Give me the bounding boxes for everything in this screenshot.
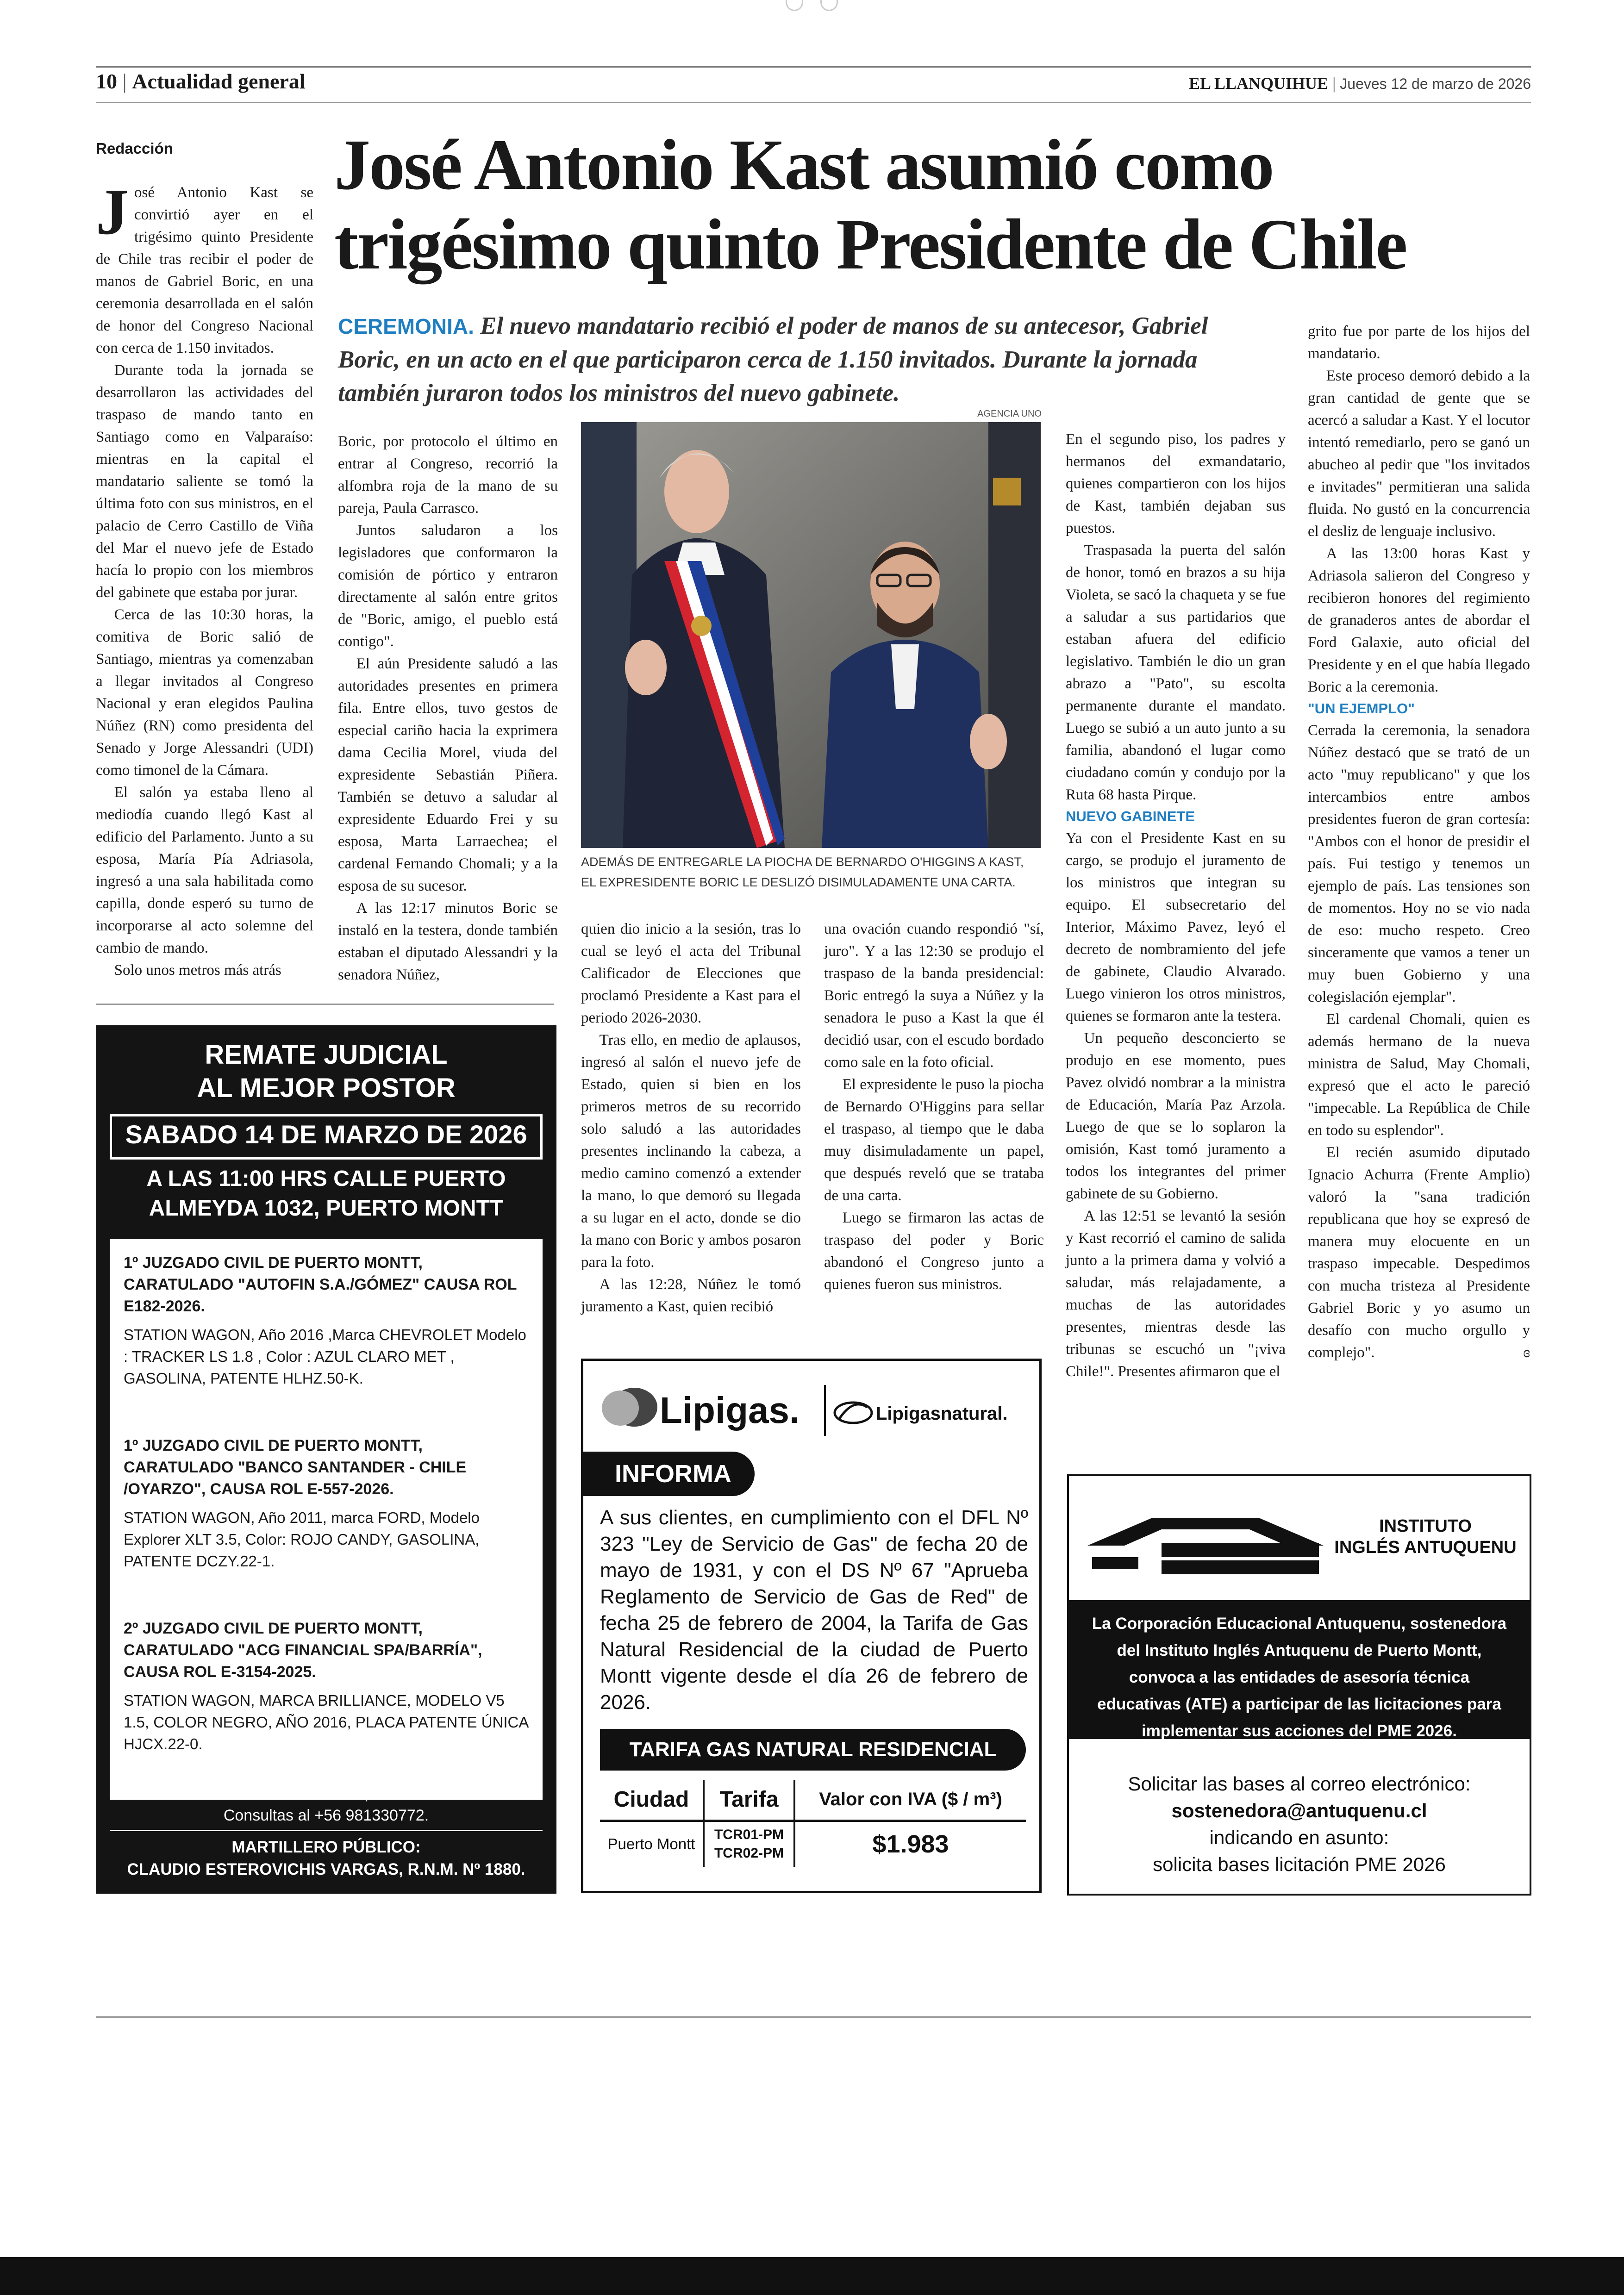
tariff-header-row [600,1780,1026,1821]
viewer-bottom-bar [0,2257,1624,2295]
case-3-header: 2º JUZGADO CIVIL DE PUERTO MONTT, CARATULADO "ACG FINANCIAL SPA/BARRÍA", CAUSA ROL E-3154-2025. [124,1620,482,1681]
col6-p4: Cerrada la ceremonia, la senadora Núñez destacó que se trató de un acto "muy republicano" y que los intercambios entre ambos presidentes fueron de gran cortesía: "Ambos con el honor de presidir el país. Fui testigo y tenemos un ejemplo de país. Las tensiones son de momentos. Hoy no se vio nada de eso: mucho respeto. Creo sinceramente que vamos a tener un muy buen Gobierno y una colegislación ejemplar". [1308,722,1530,1005]
headline-line-2: trigésimo quinto Presidente de Chile [334,204,1406,284]
instituto-body: La Corporación Educacional Antuquenu, sostenedora del Instituto Inglés Antuquenu de Puerto Montt, convoca a las entidades de asesoría técnica educativas (ATE) a participar de las licitaciones para implementar sus acciones del PME 2026. [1069,1600,1530,1739]
deck [338,309,1234,410]
col4-p2: El expresidente le puso la piocha de Bernardo O'Higgins para sellar el traspaso, al tiempo que le daba muy disimuladamente un papel, que después reveló que se trataba de una carta. [824,1076,1044,1204]
case-1-detail: STATION WAGON, Año 2016 ,Marca CHEVROLET Modelo : TRACKER LS 1.8 , Color : AZUL CLARO MET , GASOLINA, PATENTE HLHZ.50-K. [124,1326,526,1387]
page-dot-left[interactable] [786,0,803,11]
newspaper-name: EL LLANQUIHUE [1188,74,1329,93]
col1-p3: Cerca de las 10:30 horas, la comitiva de Boric salió de Santiago, mientras ya comenzaban a llegar invitados al Congreso Nacional y eran elegidos Paulina Núñez (RN) como presidenta del Senado y Jorge Alessandri (UDI) como timonel de la Cámara. [96,606,313,779]
col5-p1: En el segundo piso, los padres y hermanos del exmandatario, quienes compartieron con los hijos de Kast, también dejaban sus puestos. [1066,431,1286,536]
remate-place-1: A LAS 11:00 HRS CALLE PUERTO [146,1166,506,1191]
remate-judicial-ad[interactable] [96,1025,556,1894]
photo-credit: AGENCIA UNO [977,409,1042,419]
col-header-tarifa: Tarifa [704,1780,794,1821]
col6-p1: grito fue por parte de los hijos del mandatario. [1308,323,1530,362]
col6-p6-text: El recién asumido diputado Ignacio Achurra (Frente Amplio) valoró la "sana tradición republicana que hoy se expresó de manera muy elocuente en un traspaso impecable. Despedimos con mucha tristeza al Presidente Gabriel Boric y yo asumo un desafío con mucho orgullo y complejo". [1308,1144,1530,1361]
article-column-1 [96,175,313,989]
exhibicion-text: Viernes 13 de marzo, de 15:00 a 17:00 hrs. Consultas al +56 981330772. [219,1785,522,1824]
deck-text: El nuevo mandatario recibió el poder de manos de su antecesor, Gabriel Boric, en un acto en el que participaron cerca de 1.150 invitados. Durante la jornada también juraron todos los ministros del nuevo gabinete. [338,312,1208,406]
remate-exhibicion [114,1784,538,1826]
col1-p1: osé Antonio Kast se convirtió ayer en el trigésimo quinto Presidente de Chile tras recibir el poder de manos de Gabriel Boric, en una ceremonia desarrollada en el salón de honor del Congreso Nacional con cerca de 1.150 invitados. [96,184,313,356]
page-header-right [1189,70,1531,96]
ads-divider-left [96,1004,554,1005]
col4-p3: Luego se firmaron las actas de traspaso del poder y Boric abandonó el Congreso junto a quienes fueron sus ministros. [824,1210,1044,1293]
case-1-header: 1º JUZGADO CIVIL DE PUERTO MONTT, CARATULADO "AUTOFIN S.A./GÓMEZ" CAUSA ROL E182-2026. [124,1254,517,1315]
row-tarifa-2: TCR02-PM [714,1846,784,1861]
row-tarifa [704,1821,794,1867]
remate-title-2: AL MEJOR POSTOR [197,1073,456,1103]
contact-line-3: solicita bases licitación PME 2026 [1153,1853,1446,1875]
headline-line-1: José Antonio Kast asumió como [334,125,1273,205]
instituto-contact [1069,1771,1530,1878]
col5-p3: Ya con el Presidente Kast en su cargo, se produjo el juramento de los ministros que integran su equipo. El subsecretario del Interior, Máximo Pavez, leyó el decreto de nombramiento del jefe de gabinete, Claudio Alvarado. Luego vinieron los otros ministros, quienes se formaron ante la testera. [1066,830,1286,1024]
page-number: 10 [96,69,117,93]
row-ciudad: Puerto Montt [600,1821,704,1867]
article-photo[interactable] [581,422,1041,848]
col2-p3: El aún Presidente saludó a las autoridades presentes en primera fila. Entre ellos, tuvo gestos de especial cariño hacia la exprimera dama Cecilia Morel, viuda del expresidente Sebastián Piñera. También se detuvo a saludar al expresidente Eduardo Frei y su esposa, Marta Larraechea; el cardenal Fernando Chomali; y a la esposa de su sucesor. [338,655,558,894]
col5-p4: Un pequeño desconcierto se produjo en ese momento, pues Pavez olvidó nombrar a la ministra de Educación, María Paz Arzola. Luego de que se lo soplaron la omisión, Kast tomó juramento a todos los integrantes del primer gabinete de su Gobierno. [1066,1030,1286,1202]
photo-illustration [581,422,1041,848]
col6-p3: A las 13:00 horas Kast y Adriasola salieron del Congreso y recibieron honores del regimiento de granaderos antes de abordar el Ford Galaxie, auto oficial del Presidente y en el que había llegado Boric a la ceremonia. [1308,545,1530,695]
end-mark-icon: ɞ [1523,1344,1530,1361]
instituto-name-2: INGLÉS ANTUQUENU [1334,1538,1517,1557]
page-dot-right[interactable] [820,0,838,11]
remate-case-3 [110,1605,543,1800]
page-header-left [96,68,306,95]
section-name: Actualidad general [132,69,306,93]
article-column-5 [1066,428,1286,1437]
col2-p4: A las 12:17 minutos Boric se instaló en la testera, donde también estaban el diputado Alessandri y la senadora Núñez, [338,900,558,983]
instituto-ad[interactable] [1067,1474,1531,1896]
header-separator: | [122,69,132,93]
article-column-3 [581,918,801,1321]
header-date: Jueves 12 de marzo de 2026 [1340,75,1531,92]
col6-p2: Este proceso demoró debido a la gran cantidad de gente que se acercó a saludar a Kast. Y el locutor intentó remediarlo, pero se ganó un abucheo al pedir que "los invitados e invitades" permitieran una salida fluida. No gustó en la concurrencia el desliz de lenguaje inclusivo. [1308,368,1530,540]
col1-p5: Solo unos metros más atrás [114,962,281,979]
martillero-label: MARTILLERO PÚBLICO: [231,1838,421,1856]
lipigas-ad[interactable] [581,1359,1042,1893]
byline: Redacción [96,140,173,157]
contact-line-2: indicando en asunto: [1209,1827,1389,1848]
case-2-detail: STATION WAGON, Año 2011, marca FORD, Modelo Explorer XLT 3.5, Color: ROJO CANDY, GASOLINA, PATENTE DCZY.22-1. [124,1509,480,1570]
col3-p1: quien dio inicio a la sesión, tras lo cual se leyó el acta del Tribunal Calificador de Elecciones que proclamó Presidente a Kast para el periodo 2026-2030. [581,921,801,1026]
headline [334,125,1533,284]
case-3-detail: STATION WAGON, MARCA BRILLIANCE, MODELO V5 1.5, COLOR NEGRO, AÑO 2016, PLACA PATENTE ÚNICA HJCX.22-0. [124,1692,528,1752]
instituto-name [1328,1515,1523,1558]
case-2-header: 1º JUZGADO CIVIL DE PUERTO MONTT, CARATULADO "BANCO SANTANDER - CHILE /OYARZO", CAUSA ROL E-557-2026. [124,1437,467,1498]
subhead-un-ejemplo: "UN EJEMPLO" [1308,700,1415,717]
article-column-6 [1308,320,1530,1441]
instituto-logo-icon [1083,1509,1328,1578]
col1-p2: Durante toda la jornada se desarrollaron las actividades del traspaso de mando tanto en Santiago como en Valparaíso: mientras en la capital el mandatario saliente se tomó la última foto con sus ministros, en el palacio de Cerro Castillo de Viña del Mar el nuevo jefe de Estado hacía lo propio con los miembros del gabinete que estaba por jurar. [96,362,313,601]
row-valor: $1.983 [872,1830,949,1858]
contact-email[interactable]: sostenedora@antuquenu.cl [1171,1800,1427,1821]
col6-p5: El cardenal Chomali, quien es además hermano de la nueva ministra de Salud, May Chomali, expresó que el acto le pareció "impecable. La República de Chile en todo su esplendor". [1308,1011,1530,1139]
lipigasnatural-icon [832,1400,874,1425]
col4-p1: una ovación cuando respondió "sí, juro". Y a las 12:30 se produjo el traspaso de la banda presidencial: Boric entregó la suya a Núñez y la senadora le puso a Kast la que él decidió usar, con el escudo bordado como sale en la foto oficial. [824,921,1044,1071]
col5-p5: A las 12:51 se levantó la sesión y Kast recorrió el camino de salida junto a la primera dama y volvió a saludar, más relajadamente, a muchas de las autoridades presentes, mientras desde las tribunas se escuchó un "¡viva Chile!". Presentes afirmaron que el [1066,1208,1286,1380]
col2-p2: Juntos saludaron a los legisladores que conformaron la comisión de pórtico y entraron directamente al salón entre gritos de "Boric, amigo, el pueblo está contigo". [338,522,558,650]
martillero-name: CLAUDIO ESTEROVICHIS VARGAS, R.N.M. Nº 1880. [127,1860,525,1878]
photo-caption: ADEMÁS DE ENTREGARLE LA PIOCHA DE BERNARDO O'HIGGINS A KAST, EL EXPRESIDENTE BORIC LE DESLIZÓ DISIMULADAMENTE UNA CARTA. [581,855,1024,889]
col3-p2: Tras ello, en medio de aplausos, ingresó al salón el nuevo jefe de Estado, quien si bien en los primeros metros de su recorrido solo saludó a las autoridades presentes inclinando la cabeza, a medio camino comenzó a extender la mano, lo que demoró su llegada a su lugar en el acto, donde se dio la mano con Boric y ambos posaron para la foto. [581,1032,801,1271]
tariff-table [600,1780,1026,1867]
col3-p3: A las 12:28, Núñez le tomó juramento a Kast, quien recibió [581,1276,801,1315]
lipigas-flame-icon [602,1384,657,1430]
lipigasnatural-brand: Lipigasnatural. [876,1403,1008,1424]
tariff-row [600,1821,1026,1867]
deck-kicker: CEREMONIA. [338,314,474,338]
col-header-ciudad: Ciudad [600,1780,704,1821]
col6-p6 [1308,1141,1530,1364]
lipigas-brand: Lipigas. [660,1390,800,1431]
header-bottom-rule [96,102,1531,103]
header-top-rule [96,66,1531,68]
contact-line-1: Solicitar las bases al correo electrónico: [1128,1773,1471,1795]
article-column-2 [338,430,558,983]
drop-cap: J [96,175,129,248]
header-date-separator: | [1332,74,1336,93]
remate-title-1: REMATE JUDICIAL [205,1040,448,1070]
lipigas-logo-divider [824,1385,826,1436]
col1-p4: El salón ya estaba lleno al mediodía cuando llegó Kast al edificio del Parlamento. Junto a su esposa, María Pía Adriasola, ingresó a una sala habilitada como capilla, donde esperó su turno de incorporarse al acto solemne del cambio de mando. [96,784,313,956]
remate-case-2 [110,1422,543,1617]
exhibicion-label: Exhibición: [130,1785,215,1803]
remate-place-2: ALMEYDA 1032, PUERTO MONTT [149,1196,504,1221]
footer-rule [96,2016,1531,2018]
row-tarifa-1: TCR01-PM [714,1827,784,1843]
instituto-name-1: INSTITUTO [1379,1516,1472,1536]
remate-date: SABADO 14 DE MARZO DE 2026 [110,1114,543,1160]
lipigas-body: A sus clientes, en cumplimiento con el DFL Nº 323 "Ley de Servicio de Gas" de fecha 20 de mayo de 1931, y con el DS Nº 67 "Aprueba Reglamento de Servicio de Gas de Red" de fecha 25 de febrero de 2004, la Tarifa de Gas Natural Residencial de la ciudad de Puerto Montt vigente desde el día 26 de febrero de 2026. [600,1506,1028,1714]
lipigas-informa-label: INFORMA [583,1452,755,1496]
subhead-nuevo-gabinete: NUEVO GABINETE [1066,808,1195,824]
remate-inner-rule [110,1830,543,1831]
lipigas-tariff-title: TARIFA GAS NATURAL RESIDENCIAL [600,1729,1026,1771]
col2-p1: Boric, por protocolo el último en entrar al Congreso, recorrió la alfombra roja de la mano de su pareja, Paula Carrasco. [338,433,558,517]
article-column-4 [824,918,1044,1321]
col-header-valor: Valor con IVA ($ / m³) [819,1789,1002,1810]
remate-case-1 [110,1239,543,1434]
col5-p2: Traspasada la puerta del salón de honor, tomó en brazos a su hija Violeta, se sacó la chaqueta y se fue a saludar a sus partidarios que estaban afuera del edificio legislativo. También le dio un gran abrazo a "Pato", su escolta permanente durante el mandato. Luego se subió a un auto junto a su familia, abandonó el lugar como ciudadano común y condujo por la Ruta 68 hasta Pirque. [1066,542,1286,803]
